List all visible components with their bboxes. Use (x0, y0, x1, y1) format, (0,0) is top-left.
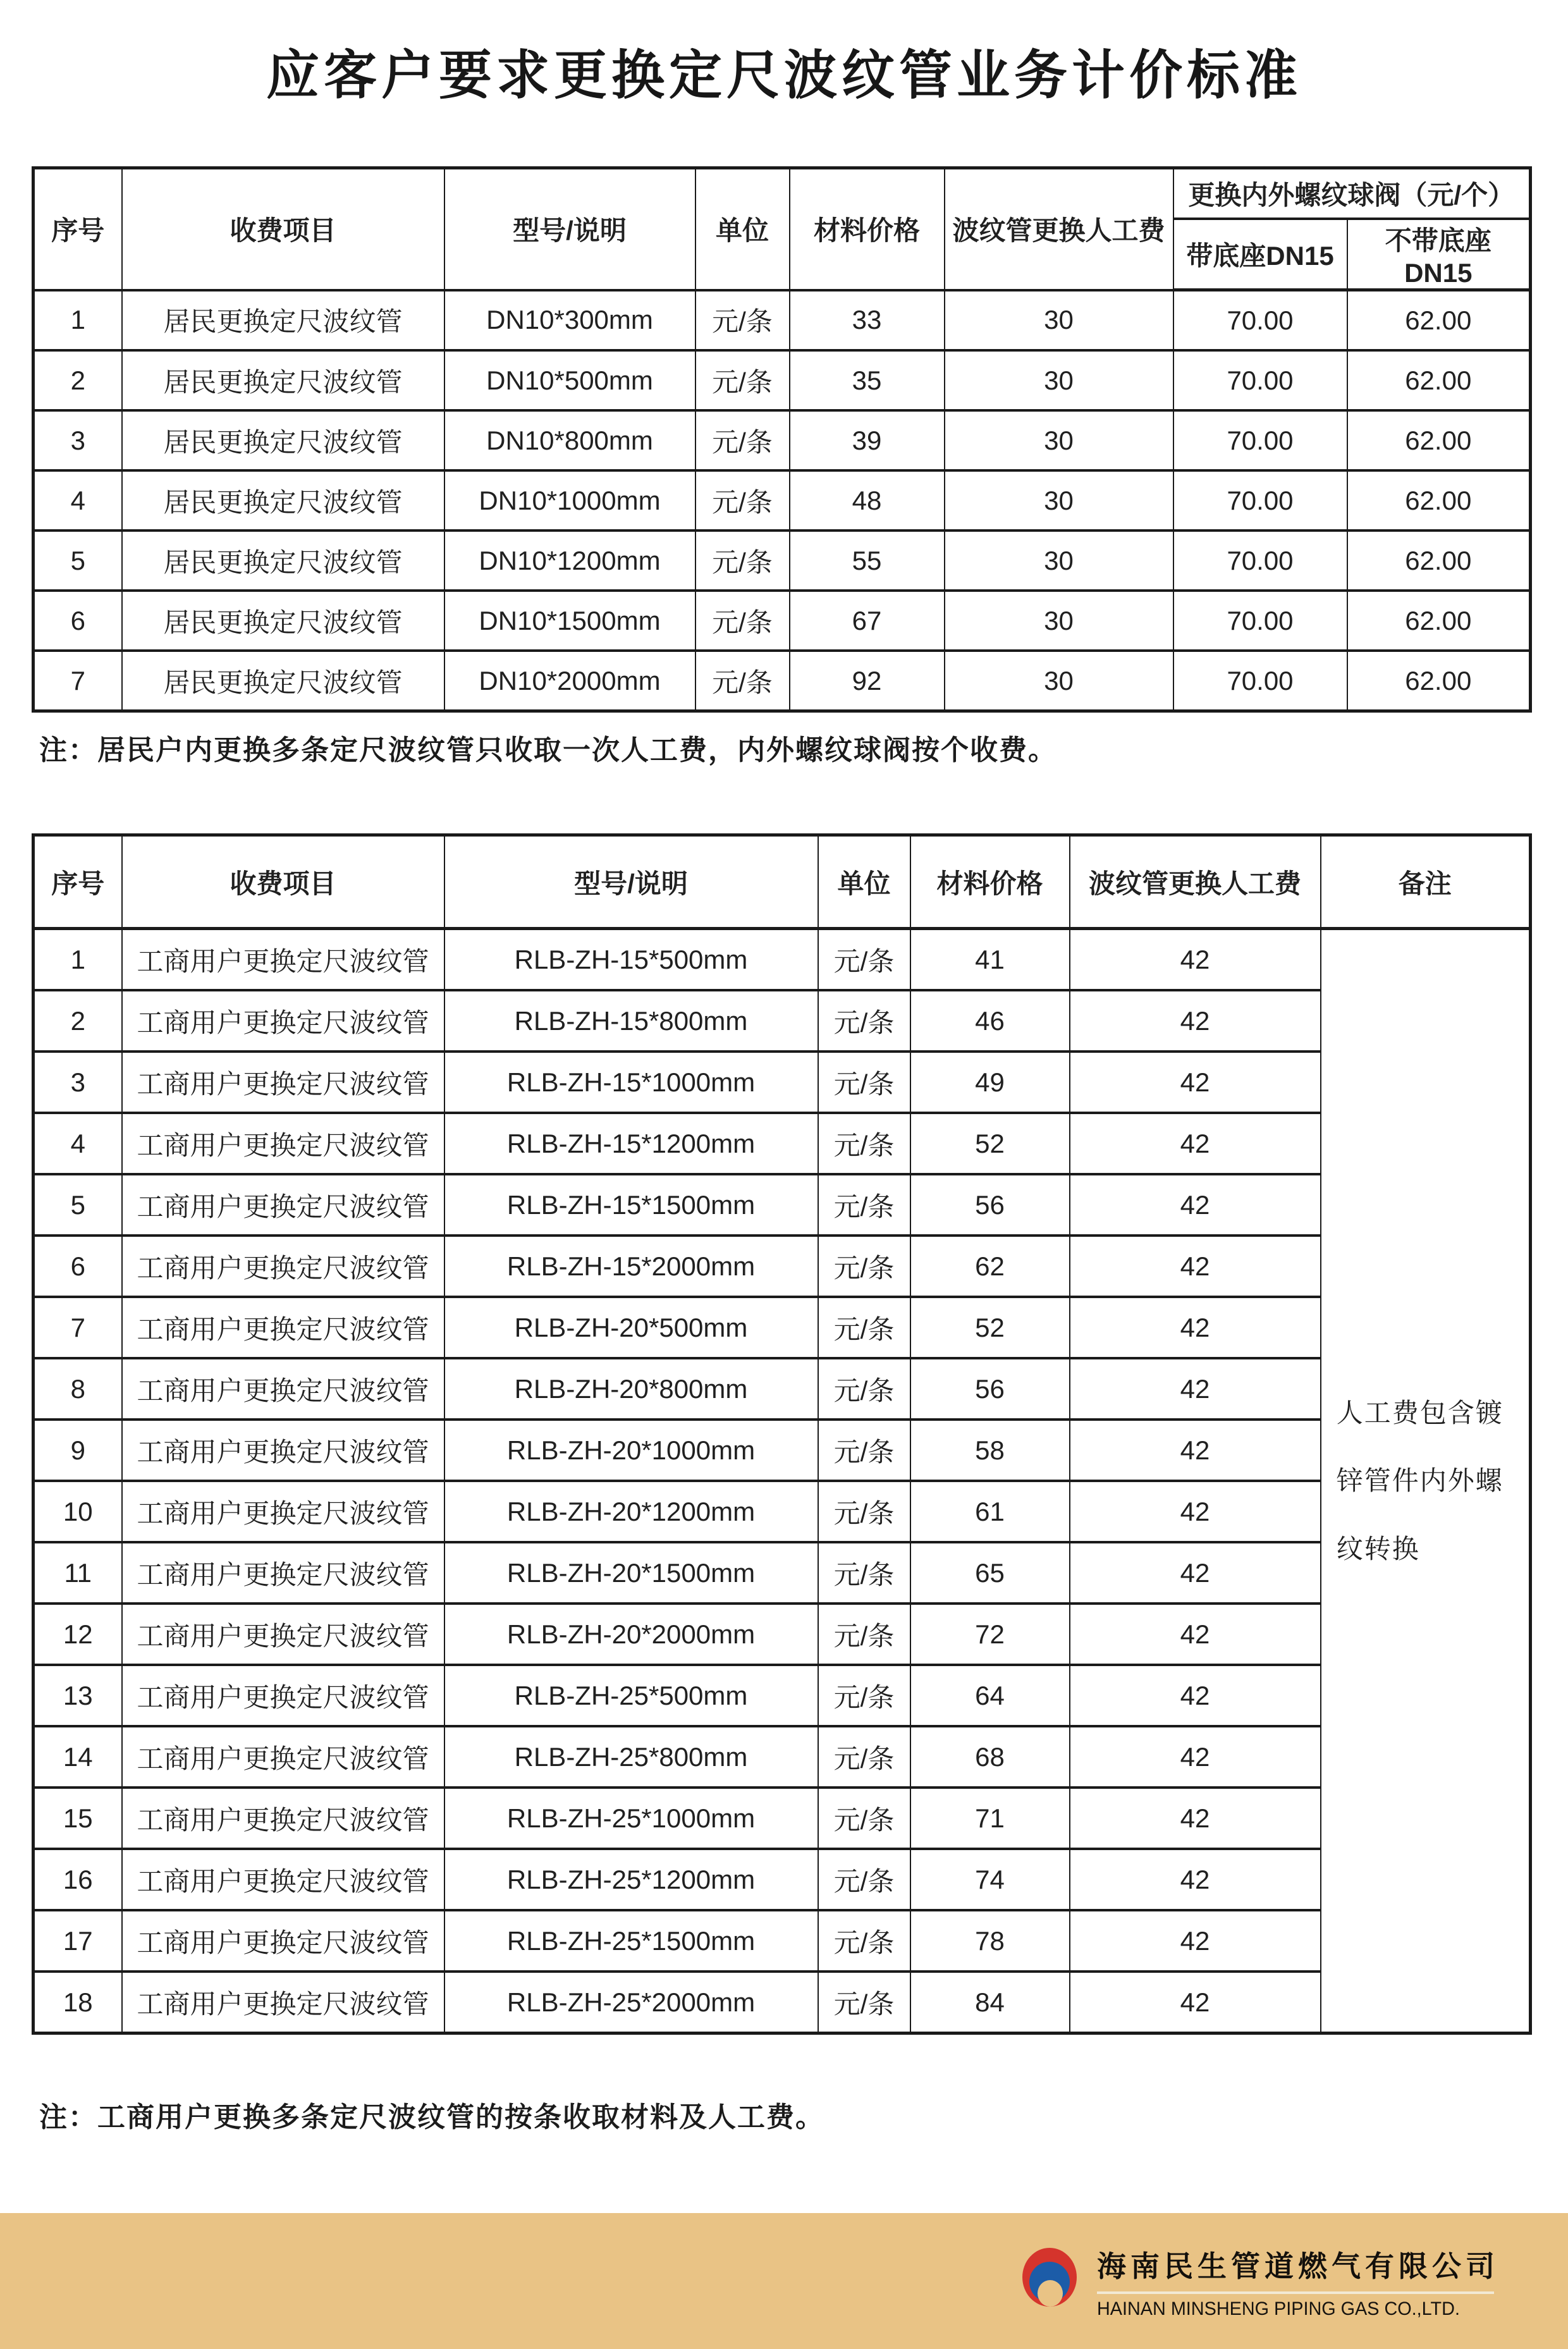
table-cell: 居民更换定尺波纹管 (122, 470, 444, 531)
table-cell: 42 (1070, 1849, 1321, 1910)
table-cell: RLB-ZH-20*1200mm (444, 1481, 818, 1542)
table-cell: RLB-ZH-25*800mm (444, 1726, 818, 1788)
residential-table-header (34, 168, 1531, 290)
table-cell: 12 (34, 1604, 122, 1665)
table-cell: RLB-ZH-25*2000mm (444, 1972, 818, 2033)
table-cell: 71 (910, 1788, 1070, 1849)
table-cell: 工商用户更换定尺波纹管 (122, 1420, 444, 1481)
table-cell: 62.00 (1347, 470, 1531, 531)
table-cell: 46 (910, 990, 1070, 1052)
table-cell: 4 (34, 470, 122, 531)
table-row (34, 1052, 1531, 1113)
table-cell: 70.00 (1173, 651, 1347, 711)
table-cell: 62.00 (1347, 350, 1531, 410)
table-row (34, 1113, 1531, 1174)
table-cell: 39 (790, 410, 945, 470)
table-cell: 18 (34, 1972, 122, 2033)
table-cell: RLB-ZH-15*1000mm (444, 1052, 818, 1113)
table-cell: 56 (910, 1358, 1070, 1420)
table-cell: 元/条 (695, 410, 790, 470)
table-cell: 58 (910, 1420, 1070, 1481)
table-cell: 元/条 (695, 591, 790, 651)
table-row (34, 1420, 1531, 1481)
table-cell: 4 (34, 1113, 122, 1174)
table-cell: 居民更换定尺波纹管 (122, 290, 444, 351)
table-cell: RLB-ZH-20*1500mm (444, 1542, 818, 1604)
table-cell: RLB-ZH-20*800mm (444, 1358, 818, 1420)
col-header-seq: 序号 (34, 168, 122, 290)
table-row (34, 990, 1531, 1052)
table-cell: 1 (34, 929, 122, 991)
table-cell: RLB-ZH-15*1200mm (444, 1113, 818, 1174)
table-cell: RLB-ZH-20*1000mm (444, 1420, 818, 1481)
table-cell: 62.00 (1347, 591, 1531, 651)
table-cell: 元/条 (695, 531, 790, 591)
table-cell: 2 (34, 350, 122, 410)
table-cell: 42 (1070, 1297, 1321, 1358)
table-cell: RLB-ZH-25*1000mm (444, 1788, 818, 1849)
table-row (34, 591, 1531, 651)
table-row (34, 350, 1531, 410)
table-cell: 1 (34, 290, 122, 351)
table-cell: 元/条 (818, 1972, 910, 2033)
table-cell: 42 (1070, 1420, 1321, 1481)
table-cell: 10 (34, 1481, 122, 1542)
table-cell: RLB-ZH-25*500mm (444, 1665, 818, 1726)
table-row (34, 1358, 1531, 1420)
company-name-block (1097, 2243, 1502, 2320)
table-cell: 62.00 (1347, 410, 1531, 470)
table-cell: 元/条 (818, 929, 910, 991)
table-cell: DN10*800mm (444, 410, 695, 470)
col-header-labor: 波纹管更换人工费 (1070, 835, 1321, 929)
commercial-price-table (32, 833, 1532, 2035)
table-row (34, 470, 1531, 531)
table-cell: 64 (910, 1665, 1070, 1726)
table-cell: 工商用户更换定尺波纹管 (122, 929, 444, 991)
table-cell: 30 (945, 470, 1173, 531)
table-cell: 61 (910, 1481, 1070, 1542)
table-cell: 42 (1070, 1972, 1321, 2033)
company-name-en: HAINAN MINSHENG PIPING GAS CO.,LTD. (1097, 2298, 1460, 2319)
commercial-table-header (34, 835, 1531, 929)
table-cell: 42 (1070, 1604, 1321, 1665)
header-row (34, 835, 1531, 929)
table-cell: 工商用户更换定尺波纹管 (122, 1726, 444, 1788)
table-cell: 78 (910, 1910, 1070, 1972)
table-cell: 8 (34, 1358, 122, 1420)
table-cell: 工商用户更换定尺波纹管 (122, 1052, 444, 1113)
col-header-labor: 波纹管更换人工费 (945, 168, 1173, 290)
col-header-material: 材料价格 (790, 168, 945, 290)
table-cell: 居民更换定尺波纹管 (122, 410, 444, 470)
table-cell: 14 (34, 1726, 122, 1788)
table-cell: 42 (1070, 1358, 1321, 1420)
header-row (34, 168, 1531, 219)
commercial-table-body (34, 929, 1531, 2033)
col-header-unit: 单位 (695, 168, 790, 290)
table-row (34, 1236, 1531, 1297)
table-cell: 62 (910, 1236, 1070, 1297)
company-name-cn: 海南民生管道燃气有限公司 (1097, 2250, 1499, 2283)
table-cell: 52 (910, 1297, 1070, 1358)
table-row (34, 1788, 1531, 1849)
remark-cell (1321, 929, 1531, 2033)
table-cell: 居民更换定尺波纹管 (122, 651, 444, 711)
table-cell: RLB-ZH-20*500mm (444, 1297, 818, 1358)
table-cell: 元/条 (818, 1604, 910, 1665)
table-row (34, 531, 1531, 591)
table-cell: 42 (1070, 1113, 1321, 1174)
table-cell: 元/条 (818, 1236, 910, 1297)
table-cell: 62.00 (1347, 531, 1531, 591)
table-cell: RLB-ZH-15*2000mm (444, 1236, 818, 1297)
table-cell: 7 (34, 651, 122, 711)
table-cell: 元/条 (818, 1849, 910, 1910)
table-cell: 17 (34, 1910, 122, 1972)
table-cell: 工商用户更换定尺波纹管 (122, 1910, 444, 1972)
table-cell: 11 (34, 1542, 122, 1604)
table-cell: 工商用户更换定尺波纹管 (122, 1113, 444, 1174)
table-cell: 元/条 (818, 1420, 910, 1481)
table-row (34, 1849, 1531, 1910)
residential-table-body (34, 290, 1531, 711)
table-row (34, 290, 1531, 351)
table-row (34, 1910, 1531, 1972)
table-cell: 70.00 (1173, 350, 1347, 410)
residential-price-table (32, 166, 1532, 713)
table-cell: RLB-ZH-25*1500mm (444, 1910, 818, 1972)
remark-text: 人工费包含镀锌管件内外螺纹转换 (1336, 1398, 1504, 1564)
table-cell: RLB-ZH-15*800mm (444, 990, 818, 1052)
table-cell: 52 (910, 1113, 1070, 1174)
table-cell: 72 (910, 1604, 1070, 1665)
table-row (34, 1297, 1531, 1358)
table-cell: 70.00 (1173, 470, 1347, 531)
table-row (34, 1481, 1531, 1542)
table-row (34, 410, 1531, 470)
table-cell: 33 (790, 290, 945, 351)
footer-band (0, 2213, 1568, 2349)
table-cell: 元/条 (695, 470, 790, 531)
table-cell: 元/条 (818, 1788, 910, 1849)
col-header-valve-group: 更换内外螺纹球阀（元/个） (1173, 168, 1531, 219)
table-cell: 42 (1070, 990, 1321, 1052)
table-cell: 工商用户更换定尺波纹管 (122, 1236, 444, 1297)
table-cell: RLB-ZH-15*500mm (444, 929, 818, 991)
note-residential: 注：居民户内更换多条定尺波纹管只收取一次人工费，内外螺纹球阀按个收费。 (39, 735, 1057, 766)
table-cell: 元/条 (818, 1174, 910, 1236)
table-cell: 居民更换定尺波纹管 (122, 531, 444, 591)
col-header-model: 型号/说明 (444, 168, 695, 290)
table-cell: 工商用户更换定尺波纹管 (122, 1358, 444, 1420)
table-row (34, 1604, 1531, 1665)
table-cell: 35 (790, 350, 945, 410)
table-cell: 30 (945, 290, 1173, 351)
table-row (34, 929, 1531, 991)
table-cell: 70.00 (1173, 591, 1347, 651)
table-cell: 16 (34, 1849, 122, 1910)
table-cell: 13 (34, 1665, 122, 1726)
table-row (34, 1174, 1531, 1236)
table-cell: 工商用户更换定尺波纹管 (122, 1542, 444, 1604)
table-cell: 41 (910, 929, 1070, 991)
company-name-underline (1097, 2291, 1494, 2294)
table-cell: 42 (1070, 929, 1321, 991)
table-cell: 67 (790, 591, 945, 651)
col-header-item: 收费项目 (122, 168, 444, 290)
table-cell: 工商用户更换定尺波纹管 (122, 1481, 444, 1542)
table-cell: 30 (945, 591, 1173, 651)
table-cell: 元/条 (818, 990, 910, 1052)
table-cell: 工商用户更换定尺波纹管 (122, 1174, 444, 1236)
table-cell: 2 (34, 990, 122, 1052)
table-cell: 68 (910, 1726, 1070, 1788)
table-cell: 元/条 (818, 1542, 910, 1604)
table-cell: 42 (1070, 1481, 1321, 1542)
table-cell: RLB-ZH-20*2000mm (444, 1604, 818, 1665)
table-cell: 70.00 (1173, 531, 1347, 591)
table-cell: 5 (34, 1174, 122, 1236)
table-cell: 工商用户更换定尺波纹管 (122, 1604, 444, 1665)
table-cell: 工商用户更换定尺波纹管 (122, 1788, 444, 1849)
table-cell: 42 (1070, 1236, 1321, 1297)
table-cell: 7 (34, 1297, 122, 1358)
table-cell: 74 (910, 1849, 1070, 1910)
table-cell: 84 (910, 1972, 1070, 2033)
table-cell: DN10*500mm (444, 350, 695, 410)
table-row (34, 651, 1531, 711)
table-row (34, 1665, 1531, 1726)
table-cell: DN10*1200mm (444, 531, 695, 591)
company-logo-icon (1022, 2248, 1077, 2307)
table-cell: 工商用户更换定尺波纹管 (122, 1665, 444, 1726)
table-cell: 15 (34, 1788, 122, 1849)
table-cell: 6 (34, 591, 122, 651)
table-cell: 元/条 (818, 1665, 910, 1726)
table-cell: 3 (34, 1052, 122, 1113)
table-cell: 元/条 (818, 1726, 910, 1788)
logo-inner-circle (1038, 2280, 1063, 2307)
table-cell: 65 (910, 1542, 1070, 1604)
table-cell: 9 (34, 1420, 122, 1481)
table-cell: 工商用户更换定尺波纹管 (122, 990, 444, 1052)
table-cell: 62.00 (1347, 651, 1531, 711)
table-cell: DN10*1000mm (444, 470, 695, 531)
table-cell: 42 (1070, 1726, 1321, 1788)
table-cell: 元/条 (818, 1297, 910, 1358)
table-cell: 工商用户更换定尺波纹管 (122, 1297, 444, 1358)
table-cell: 42 (1070, 1910, 1321, 1972)
table-cell: 元/条 (818, 1052, 910, 1113)
col-header-valve-without-base: 不带底座DN15 (1347, 219, 1531, 290)
table-cell: 居民更换定尺波纹管 (122, 591, 444, 651)
table-cell: 42 (1070, 1665, 1321, 1726)
table-cell: 49 (910, 1052, 1070, 1113)
table-cell: 70.00 (1173, 290, 1347, 351)
table-row (34, 1726, 1531, 1788)
note-commercial: 注：工商用户更换多条定尺波纹管的按条收取材料及人工费。 (39, 2102, 824, 2133)
col-header-valve-with-base: 带底座DN15 (1173, 219, 1347, 290)
col-header-unit: 单位 (818, 835, 910, 929)
col-header-material: 材料价格 (910, 835, 1070, 929)
table-cell: 工商用户更换定尺波纹管 (122, 1849, 444, 1910)
table-cell: 30 (945, 531, 1173, 591)
table-cell: 元/条 (818, 1358, 910, 1420)
page-title: 应客户要求更换定尺波纹管业务计价标准 (266, 46, 1302, 105)
table-cell: 42 (1070, 1788, 1321, 1849)
table-cell: 元/条 (818, 1113, 910, 1174)
table-cell: RLB-ZH-15*1500mm (444, 1174, 818, 1236)
table-cell: RLB-ZH-25*1200mm (444, 1849, 818, 1910)
table-cell: 元/条 (695, 350, 790, 410)
col-header-model: 型号/说明 (444, 835, 818, 929)
table-cell: DN10*300mm (444, 290, 695, 351)
table-cell: DN10*2000mm (444, 651, 695, 711)
table-cell: 92 (790, 651, 945, 711)
table-cell: 30 (945, 350, 1173, 410)
table-cell: DN10*1500mm (444, 591, 695, 651)
table-cell: 30 (945, 651, 1173, 711)
table-cell: 5 (34, 531, 122, 591)
table-cell: 工商用户更换定尺波纹管 (122, 1972, 444, 2033)
table-cell: 42 (1070, 1174, 1321, 1236)
table-cell: 48 (790, 470, 945, 531)
table-cell: 3 (34, 410, 122, 470)
col-header-seq: 序号 (34, 835, 122, 929)
table-cell: 元/条 (695, 290, 790, 351)
table-cell: 元/条 (695, 651, 790, 711)
table-cell: 元/条 (818, 1481, 910, 1542)
col-header-remark: 备注 (1321, 835, 1531, 929)
table-cell: 56 (910, 1174, 1070, 1236)
table-cell: 42 (1070, 1052, 1321, 1113)
table-cell: 42 (1070, 1542, 1321, 1604)
table-cell: 55 (790, 531, 945, 591)
table-cell: 70.00 (1173, 410, 1347, 470)
table-cell: 居民更换定尺波纹管 (122, 350, 444, 410)
table-row (34, 1542, 1531, 1604)
col-header-item: 收费项目 (122, 835, 444, 929)
table-cell: 30 (945, 410, 1173, 470)
table-row (34, 1972, 1531, 2033)
table-cell: 6 (34, 1236, 122, 1297)
table-cell: 元/条 (818, 1910, 910, 1972)
table-cell: 62.00 (1347, 290, 1531, 351)
